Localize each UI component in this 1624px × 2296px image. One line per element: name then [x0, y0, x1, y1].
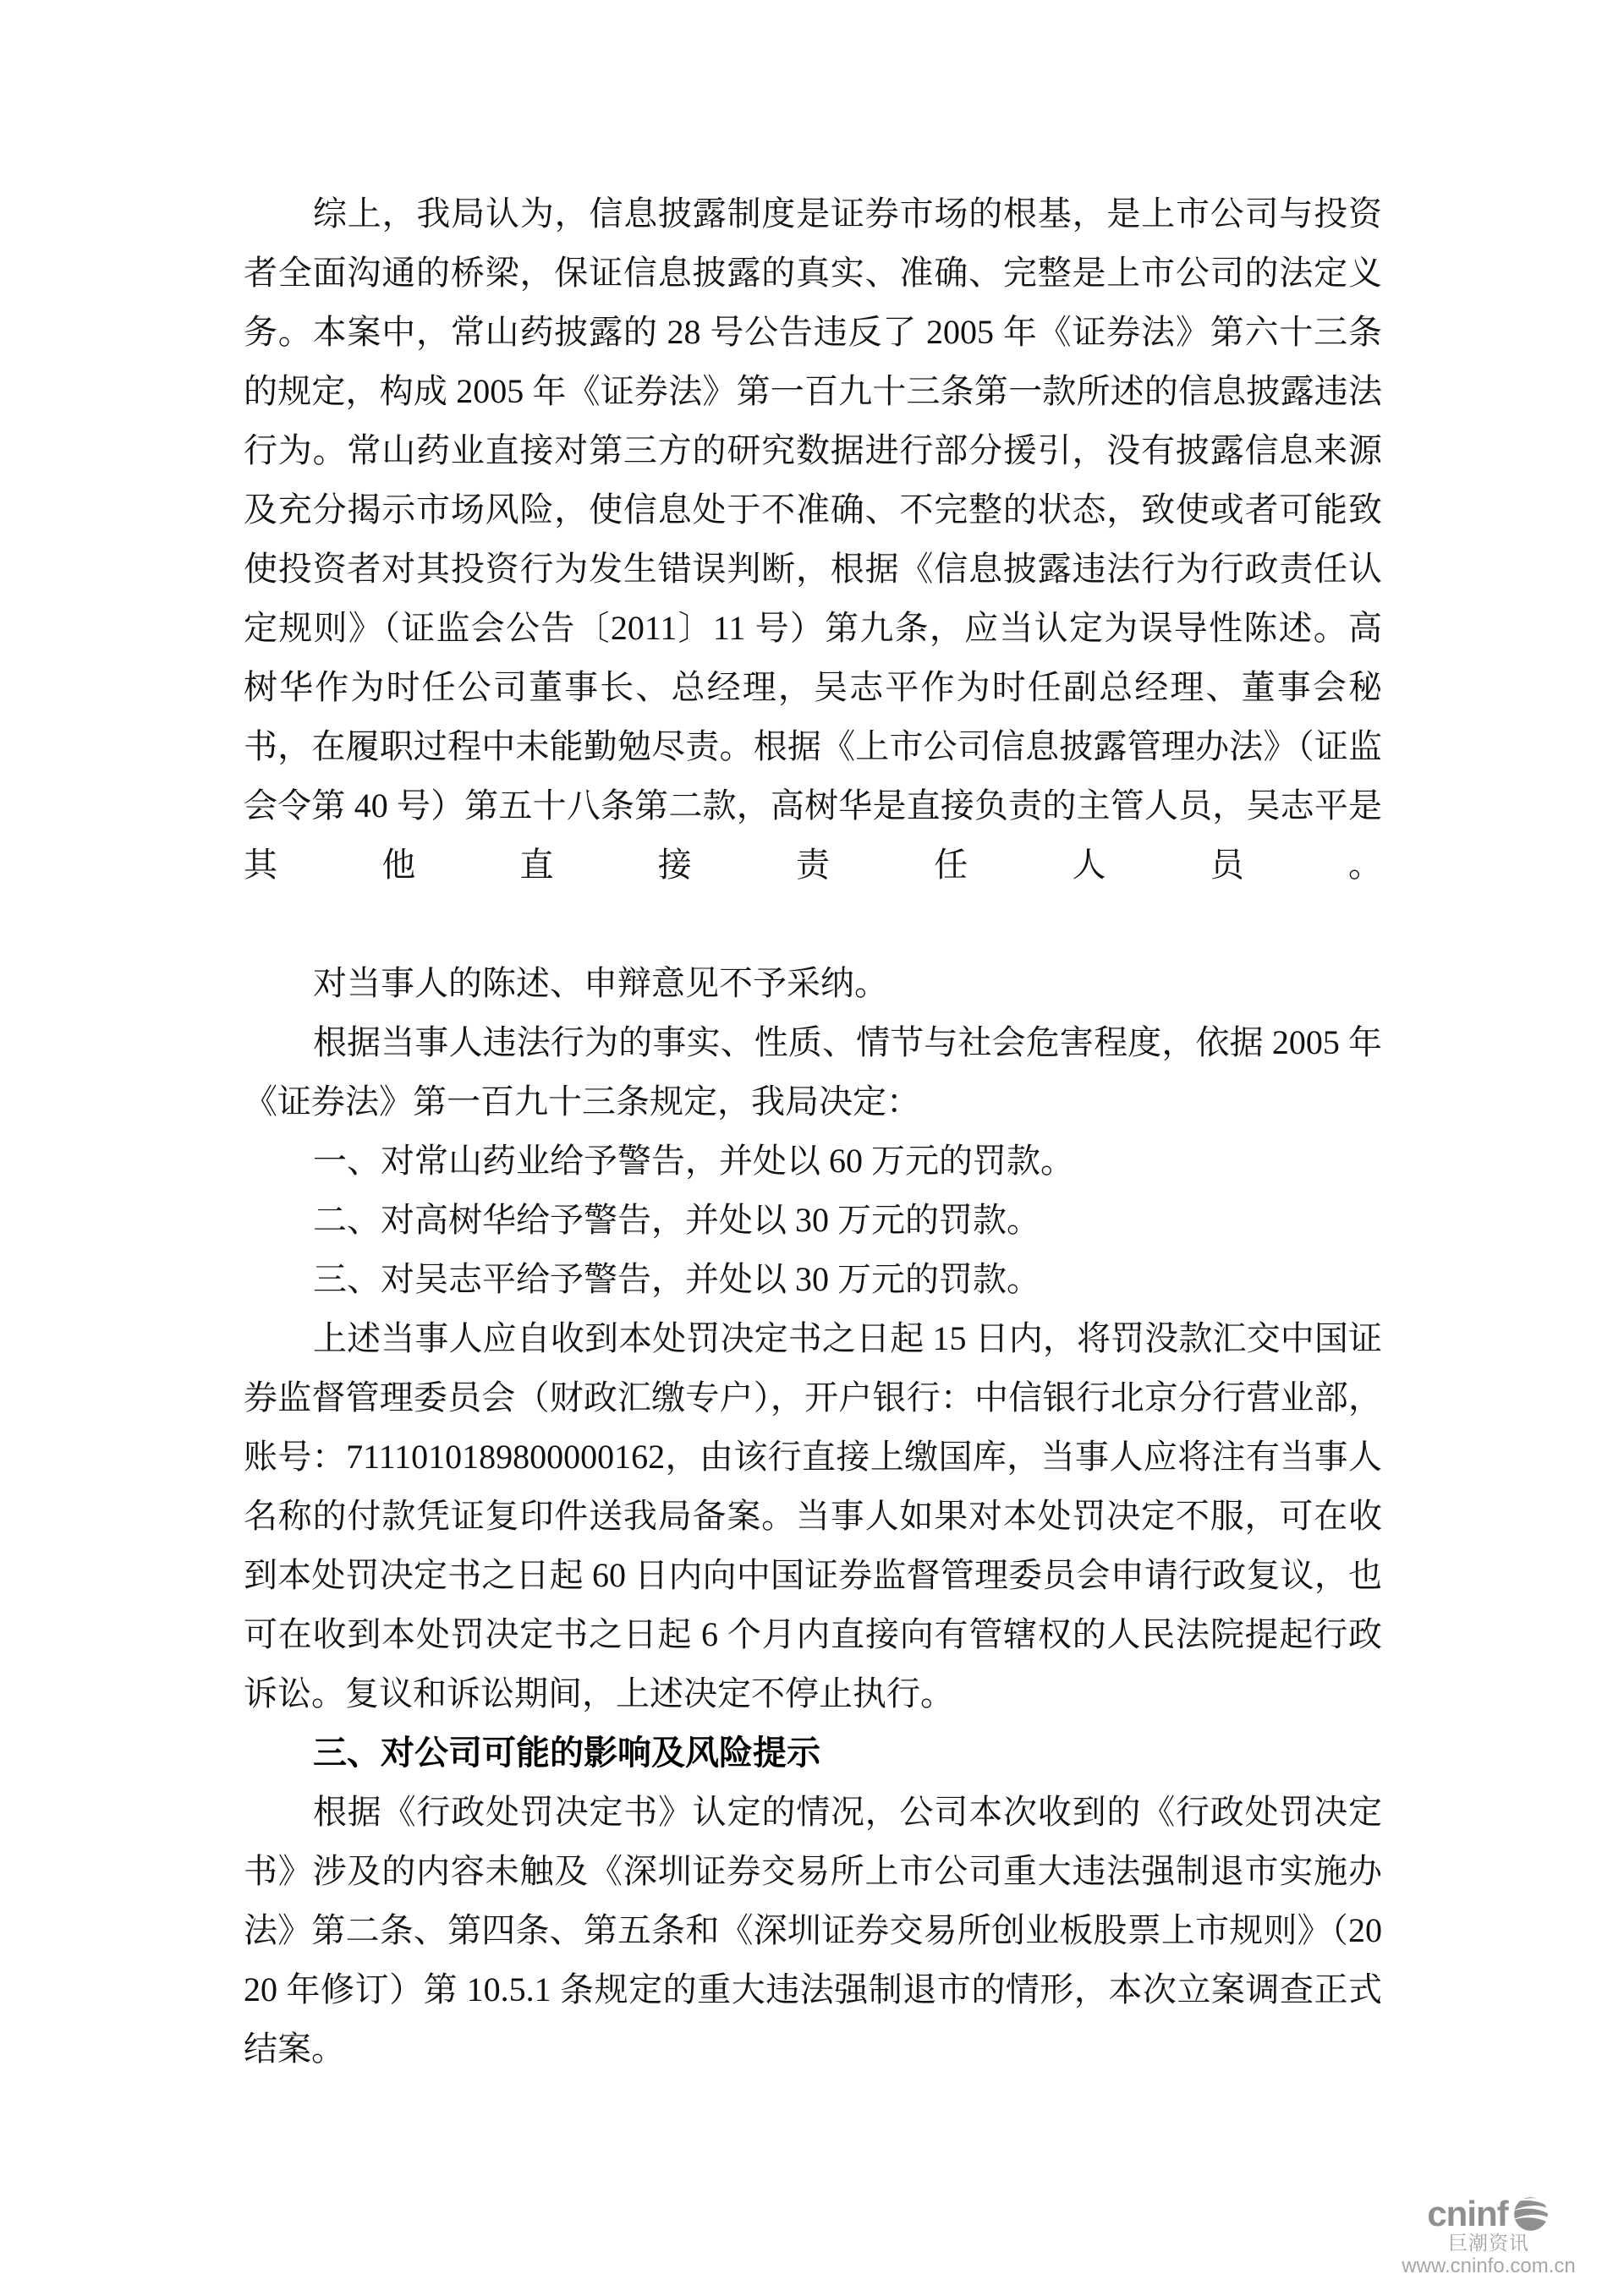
cninfo-logo-row — [1382, 2195, 1595, 2233]
paragraph-conclusion-of-finding: 综上，我局认为，信息披露制度是证券市场的根基，是上市公司与投资者全面沟通的桥梁，保证信息披露的真实、准确、完整是上市公司的法定义务。本案中，常山药披露的 28 号公告违反了 2005 年《证券法》第六十三条的规定，构成 2005 年《证券法》第一百九十三条第一款所述的信息披露违法行为。常山药业直接对第三方的研究数据进行部分援引，没有披露信息来源及充分揭示市场风险，使信息处于不准确、不完整的状态，致使或者可能致使投资者对其投资行为发生错误判断，根据《信息披露违法行为行政责任认定规则》（证监会公告〔2011〕11 号）第九条，应当认定为误导性陈述。高树华作为时任公司董事长、总经理，吴志平作为时任副总经理、董事会秘书，在履职过程中未能勤勉尽责。根据《上市公司信息披露管理办法》（证监会令第 40 号）第五十八条第二款，高树华是直接负责的主管人员，吴志平是其他直接责任人员。 — [244, 195, 1382, 884]
globe-swoosh-icon — [1512, 2196, 1550, 2232]
paragraph-payment-and-remedies: 上述当事人应自收到本处罚决定书之日起 15 日内，将罚没款汇交中国证券监督管理委员会（财政汇缴专户），开户银行：中信银行北京分行营业部，账号：7111010189800000162，由该行直接上缴国库，当事人应将注有当事人名称的付款凭证复印件送我局备案。当事人如果对本处罚决定不服，可在收到本处罚决定书之日起 60 日内向中国证券监督管理委员会申请行政复议，也可在收到本处罚决定书之日起 6 个月内直接向有管辖权的人民法院提起行政诉讼。复议和诉讼期间，上述决定不停止执行。 — [244, 1319, 1382, 1712]
section-heading-impact-and-risk: 三、对公司可能的影响及风险提示 — [313, 1734, 820, 1772]
cninfo-chinese-name: 巨潮资讯 — [1448, 2232, 1529, 2254]
paragraph-impact-and-risk-body: 根据《行政处罚决定书》认定的情况，公司本次收到的《行政处罚决定书》涉及的内容未触及《深圳证券交易所上市公司重大违法强制退市实施办法》第二条、第四条、第五条和《深圳证券交易所创业板股票上市规则》（2020 年修订）第 10.5.1 条规定的重大违法强制退市的情形，本次立案调查正式结案。 — [244, 1793, 1382, 2068]
decision-item-3: 三、对吴志平给予警告，并处以 30 万元的罚款。 — [313, 1260, 1040, 1298]
cninfo-wordmark: cninf — [1427, 2194, 1508, 2233]
decision-item-1: 一、对常山药业给予警告，并处以 60 万元的罚款。 — [313, 1142, 1074, 1180]
decision-item-2: 二、对高树华给予警告，并处以 30 万元的罚款。 — [313, 1201, 1040, 1239]
document-body — [244, 184, 1382, 2079]
cninfo-watermark — [1382, 2195, 1595, 2277]
paragraph-decision-basis: 根据当事人违法行为的事实、性质、情节与社会危害程度，依据 2005 年《证券法》第一百九十三条规定，我局决定： — [244, 1023, 1382, 1121]
paragraph-statement-not-adopted: 对当事人的陈述、申辩意见不予采纳。 — [313, 964, 888, 1002]
cninfo-url: www.cninfo.com.cn — [1402, 2255, 1576, 2277]
